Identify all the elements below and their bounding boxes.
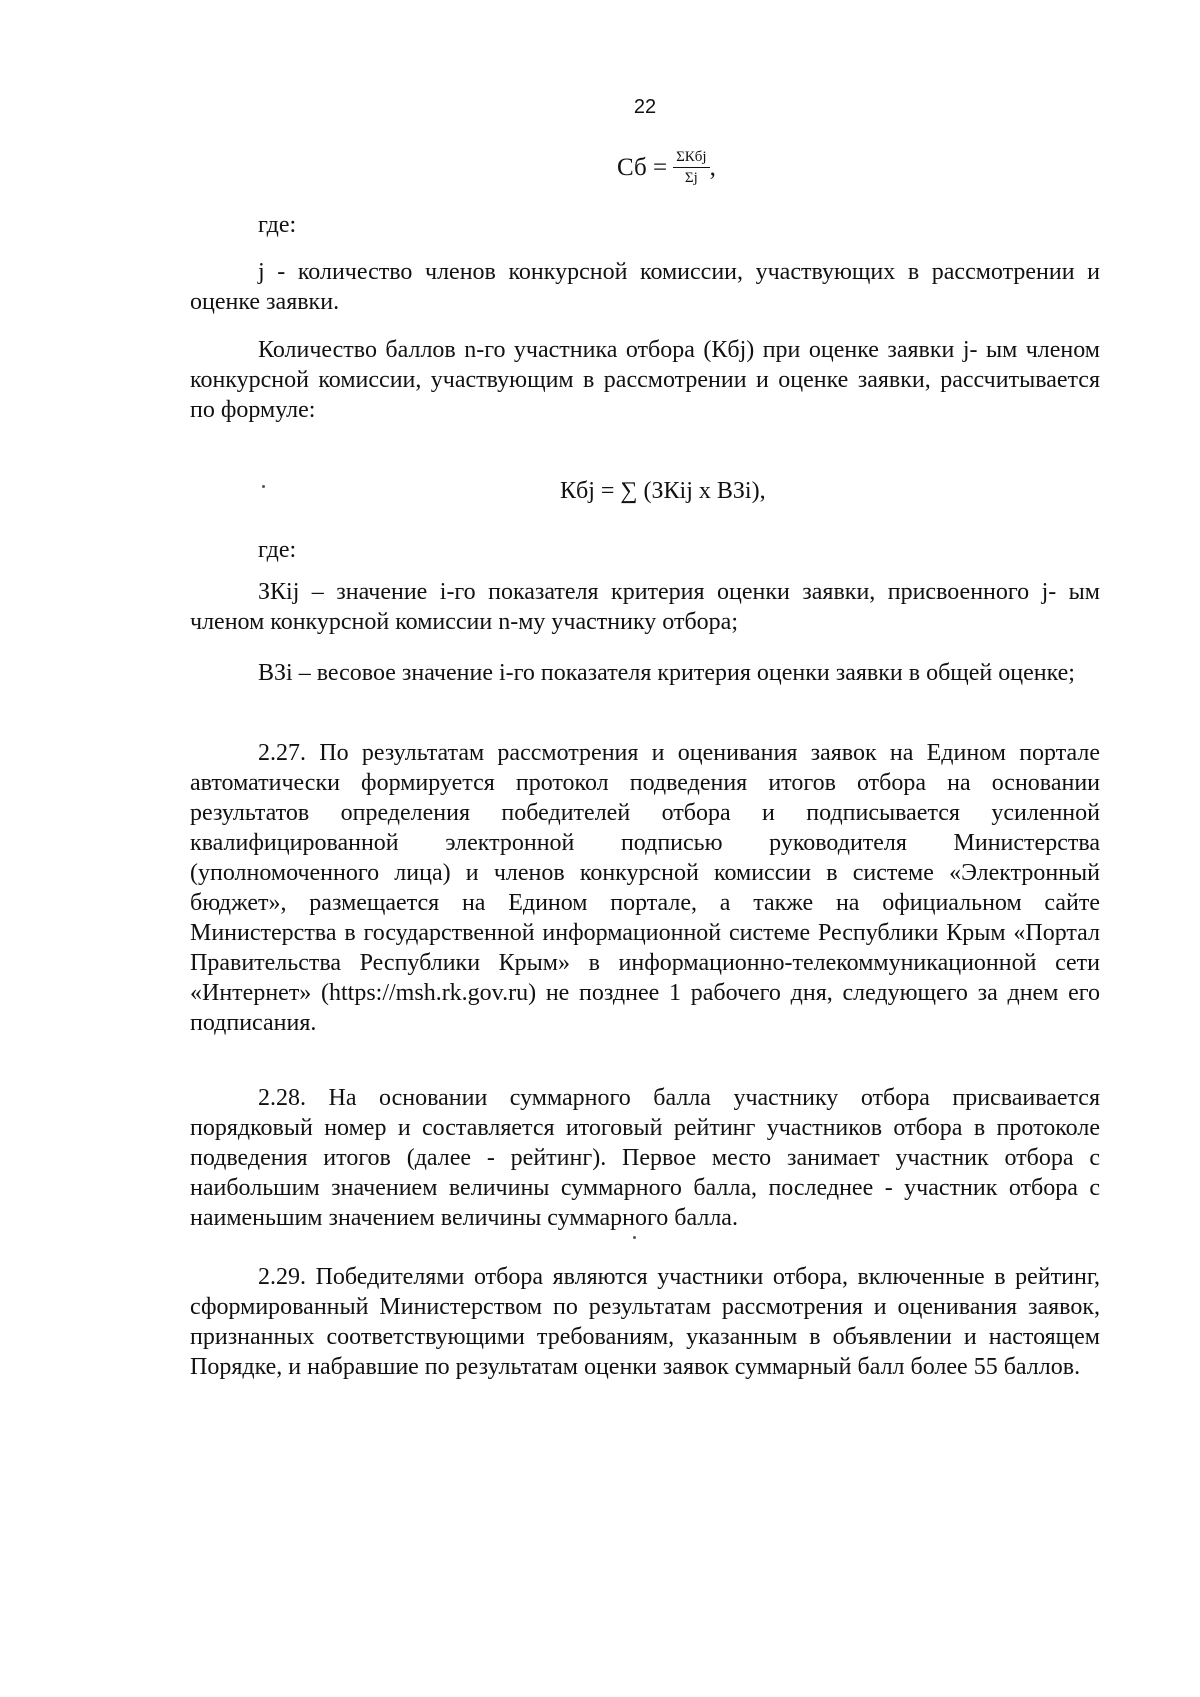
formula-sb-denominator: Σj (684, 170, 698, 186)
page-number: 22 (633, 96, 657, 118)
formula-sb-lhs: Сб = (617, 153, 668, 181)
paragraph-2-27: 2.27. По результатам рассмотрения и оценивания заявок на Едином портале автоматически формируется протокол подведения итогов отбора на основании результатов определения победителей отбора и подписывается усиленной квалифицированной электронной подписью руководителя Министерства (уполномоченного лица) и членов конкурсной комиссии в системе «Электронный бюджет», размещается на Едином портале, а также на официальном сайте Министерства в государственной информационной системе Республики Крым «Портал Правительства Республики Крым» в информационно-телекоммуникационной сети «Интернет» (https://msh.rk.gov.ru) не позднее 1 рабочего дня, следующего за днем его подписания. (190, 740, 1100, 1036)
paragraph-vz-definition: ВЗi – весовое значение i-го показателя критерия оценки заявки в общей оценке; (258, 660, 1075, 686)
formula-sb-tail: , (709, 153, 716, 181)
formula-sb-numerator: ΣКбj (673, 148, 710, 168)
paragraph-2-29: 2.29. Победителями отбора являются участники отбора, включенные в рейтинг, сформированный Министерством по результатам рассмотрения и оценивания заявок, признанных соответствующими требованиям, указанным в объявлении и настоящем Порядке, и набравшие по результатам оценки заявок суммарный балл более 55 баллов. (190, 1264, 1100, 1380)
where-label-1: где: (258, 212, 297, 238)
scan-speck (633, 1236, 636, 1239)
formula-sb-fraction (673, 148, 710, 187)
scan-speck (262, 485, 265, 488)
paragraph-zk-definition: ЗКij – значение i-го показателя критерия оценки заявки, присвоенного j- ым членом конкурсной комиссии n-му участнику отбора; (190, 579, 1100, 635)
paragraph-j-definition: j - количество членов конкурсной комиссии, участвующих в рассмотрении и оценке заявки. (190, 259, 1100, 315)
formula-sb (617, 148, 716, 187)
formula-kb: Кбj = ∑ (ЗКij x ВЗi), (560, 478, 766, 504)
where-label-2: где: (258, 537, 297, 563)
paragraph-2-28: 2.28. На основании суммарного балла участнику отбора присваивается порядковый номер и составляется итоговый рейтинг участников отбора в протоколе подведения итогов (далее - рейтинг). Первое место занимает участник отбора с наибольшим значением величины суммарного балла, последнее - участник отбора с наименьшим значением величины суммарного балла. (190, 1085, 1100, 1231)
paragraph-score-count: Количество баллов n-го участника отбора (Кбj) при оценке заявки j- ым членом конкурсной комиссии, участвующим в рассмотрении и оценке заявки, рассчитывается по формуле: (190, 337, 1100, 423)
